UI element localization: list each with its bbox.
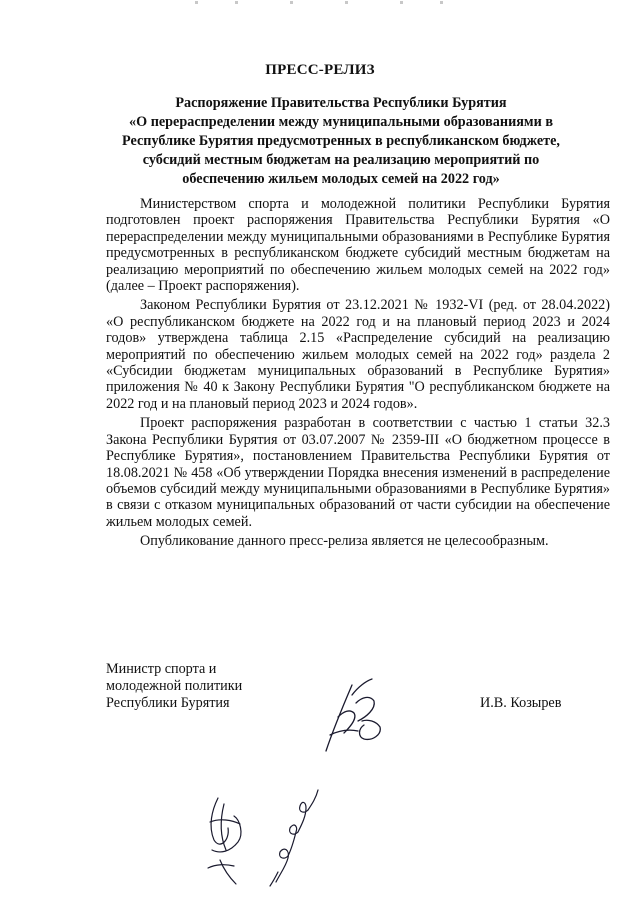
document-subtitle (100, 94, 582, 189)
subtitle-line: «О перераспределении между муниципальными образованиями в (129, 114, 553, 130)
signatory-role-line: молодежной политики (106, 678, 243, 694)
signatory-name: И.В. Козырев (480, 695, 562, 711)
handwritten-initials (190, 780, 330, 892)
scan-marks (195, 0, 445, 8)
signatory-role-line: Министр спорта и (106, 661, 217, 677)
subtitle-line: Республике Бурятия предусмотренных в республиканском бюджете, (122, 133, 560, 149)
subtitle-line: субсидий местным бюджетам на реализацию мероприятий по (142, 152, 540, 168)
signatory-role-line: Республики Бурятия (106, 695, 230, 711)
document-title: ПРЕСС-РЕЛИЗ (265, 62, 375, 78)
subtitle-line: Распоряжение Правительства Республики Бурятия (175, 95, 507, 111)
body-paragraph: Опубликование данного пресс-релиза является не целесообразным. (140, 533, 549, 550)
body-paragraph: Проект распоряжения разработан в соответствии с частью 1 статьи 32.3 Закона Республики Бурятия от 03.07.2007 № 2359-III «О бюджетном процессе в Республике Бурятия», постановлением Правительства Республики Бурятия от 18.08.2021 № 458 «Об утверждении Порядка внесения изменений в распределение объемов субсидий между муниципальными образованиями в Республике Бурятия» в связи с отказом муниципальных образований от части субсидии на обеспечение жильем молодых семей. (106, 415, 610, 530)
subtitle-line: обеспечению жильем молодых семей на 2022 год» (182, 171, 500, 187)
body-paragraph: Министерством спорта и молодежной политики Республики Бурятия подготовлен проект распоряжения Правительства Республики Бурятия «О перераспределении между муниципальными образованиями в Республике Бурятия предусмотренных в республиканском бюджете субсидий местным бюджетам на реализацию мероприятий по обеспечению жильем молодых семей на 2022 год» (далее – Проект распоряжения). (106, 196, 610, 295)
document-body (106, 196, 610, 553)
body-paragraph: Законом Республики Бурятия от 23.12.2021 № 1932-VI (ред. от 28.04.2022) «О республиканском бюджете на 2022 год и на плановый период 2023 и 2024 годов» утверждена таблица 2.15 «Распределение субсидий на реализацию мероприятий по обеспечению жильем молодых семей на 2022 год» раздела 2 «Субсидии бюджетам муниципальных образований в Республике Бурятия» приложения № 40 к Закону Республики Бурятия "О республиканском бюджете на 2022 год и на плановый период 2023 и 2024 годов». (106, 297, 610, 412)
signatory-role (106, 661, 306, 712)
handwritten-signature (318, 673, 388, 755)
